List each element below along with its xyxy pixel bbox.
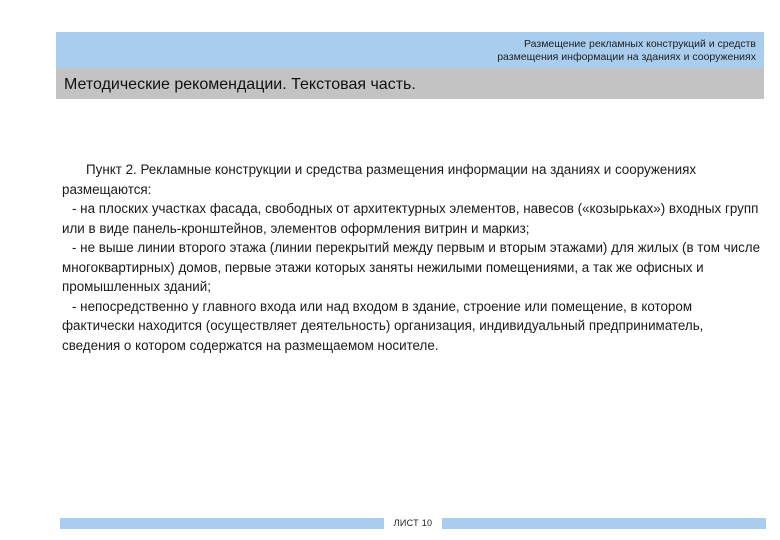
footer-bar-left (60, 518, 384, 529)
page-title: Методические рекомендации. Текстовая часть. (64, 76, 416, 93)
footer-bar-right (442, 518, 766, 529)
header-caption-line-1: Размещение рекламных конструкций и средств (524, 38, 756, 50)
body-text (62, 160, 762, 355)
paragraph-point-2: Пункт 2. Рекламные конструкции и средства размещения информации на зданиях и сооружениях размещаются: (62, 162, 697, 197)
header-caption-line-2: размещения информации на зданиях и сооружениях (497, 51, 756, 63)
paragraph-facade: - на плоских участках фасада, свободных от архитектурных элементов, навесов («козырьках») входных групп или в виде панель-кронштейнов, элементов оформления витрин и маркиз; (62, 201, 759, 236)
header-band (56, 32, 764, 68)
page-number: ЛИСТ 10 (393, 518, 433, 528)
paragraph-second-floor: - не выше линии второго этажа (линии перекрытий между первым и вторым этажами) для жилых (в том числе многоквартирных) домов, первые этажи которых заняты нежилыми помещениями, а так же офисных и промышленных зданий; (62, 240, 761, 294)
header-caption (497, 38, 756, 64)
title-band (56, 68, 764, 99)
paragraph-main-entrance: - непосредственно у главного входа или над входом в здание, строение или помещение, в котором фактически находится (осуществляет деятельность) организация, индивидуальный предприниматель, сведения о котором содержатся на размещаемом носителе. (62, 298, 704, 353)
